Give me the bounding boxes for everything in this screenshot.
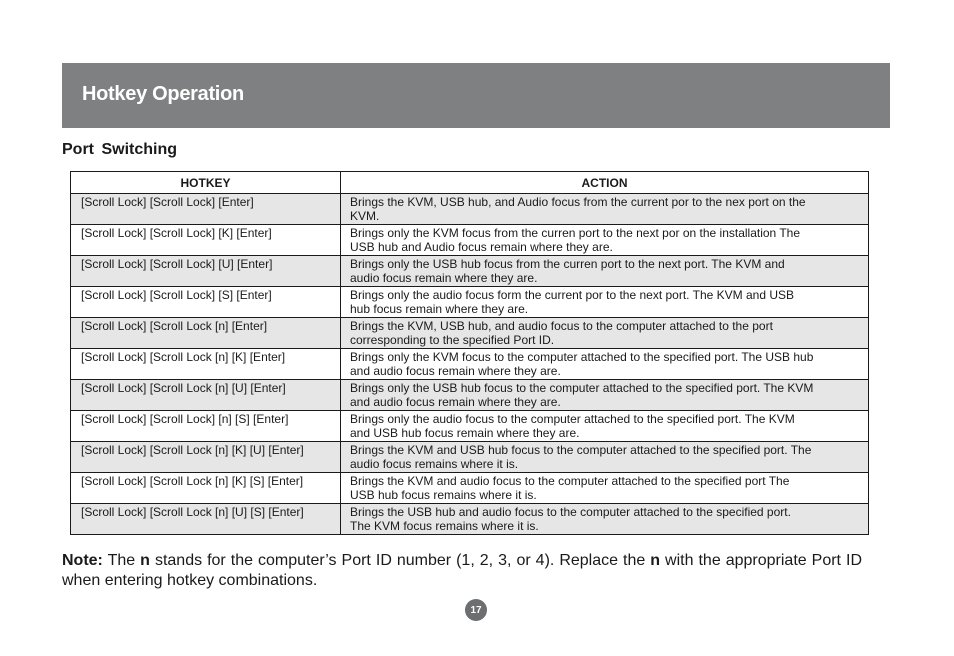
n-placeholder: n	[140, 552, 150, 569]
hotkey-cell: [Scroll Lock] [Scroll Lock] [n] [S] [Enter]	[71, 411, 341, 442]
n-placeholder: n	[650, 552, 661, 569]
hotkey-cell: [Scroll Lock] [Scroll Lock [n] [K] [U] [Enter]	[71, 442, 341, 473]
hotkey-cell: [Scroll Lock] [Scroll Lock [n] [U] [S] [Enter]	[71, 504, 341, 535]
table-row	[71, 194, 869, 225]
table-row	[71, 318, 869, 349]
hotkey-cell: [Scroll Lock] [Scroll Lock] [Enter]	[71, 194, 341, 225]
table-row	[71, 349, 869, 380]
action-cell: Brings the KVM and audio focus to the computer attached to the specified port The USB hub focus remains where it is.	[341, 473, 869, 504]
column-header-action: ACTION	[341, 172, 869, 194]
table-row	[71, 442, 869, 473]
hotkey-cell: [Scroll Lock] [Scroll Lock [n] [K] [Enter]	[71, 349, 341, 380]
hotkey-cell: [Scroll Lock] [Scroll Lock] [S] [Enter]	[71, 287, 341, 318]
hotkey-cell: [Scroll Lock] [Scroll Lock [n] [U] [Enter]	[71, 380, 341, 411]
action-cell: Brings the KVM and USB hub focus to the computer attached to the specified port. The audio focus remains where it is.	[341, 442, 869, 473]
action-cell: Brings only the audio focus to the computer attached to the specified port. The KVM and USB hub focus remain where they are.	[341, 411, 869, 442]
action-cell: Brings the KVM, USB hub, and Audio focus from the current por to the nex port on the KVM.	[341, 194, 869, 225]
table-row	[71, 411, 869, 442]
action-cell: Brings only the USB hub focus from the curren port to the next port. The KVM and audio focus remain where they are.	[341, 256, 869, 287]
page-title: Hotkey Operation	[82, 83, 244, 105]
table-row	[71, 287, 869, 318]
note-label: Note:	[62, 552, 103, 569]
table-row	[71, 473, 869, 504]
hotkey-cell: [Scroll Lock] [Scroll Lock [n] [Enter]	[71, 318, 341, 349]
table-row	[71, 256, 869, 287]
table-row	[71, 225, 869, 256]
action-cell: Brings only the KVM focus from the curren port to the next por on the installation The USB hub and Audio focus remain where they are.	[341, 225, 869, 256]
column-header-hotkey: HOTKEY	[71, 172, 341, 194]
table-row	[71, 380, 869, 411]
action-cell: Brings only the KVM focus to the computer attached to the specified port. The USB hub and audio focus remain where they are.	[341, 349, 869, 380]
action-cell: Brings only the audio focus form the current por to the next port. The KVM and USB hub focus remain where they are.	[341, 287, 869, 318]
header-bar	[62, 63, 890, 128]
hotkey-cell: [Scroll Lock] [Scroll Lock] [K] [Enter]	[71, 225, 341, 256]
table-header-row	[71, 172, 869, 194]
hotkey-cell: [Scroll Lock] [Scroll Lock] [U] [Enter]	[71, 256, 341, 287]
table-row	[71, 504, 869, 535]
hotkey-table	[70, 171, 869, 535]
note-paragraph: Note: The n stands for the computer’s Port ID number (1, 2, 3, or 4). Replace the n with the appropriate Port ID when entering hotkey combinations.	[62, 552, 862, 589]
action-cell: Brings the KVM, USB hub, and audio focus to the computer attached to the port corresponding to the specified Port ID.	[341, 318, 869, 349]
hotkey-cell: [Scroll Lock] [Scroll Lock [n] [K] [S] [Enter]	[71, 473, 341, 504]
page-number-badge: 17	[465, 599, 487, 621]
action-cell: Brings only the USB hub focus to the computer attached to the specified port. The KVM and audio focus remain where they are.	[341, 380, 869, 411]
action-cell: Brings the USB hub and audio focus to the computer attached to the specified port. The KVM focus remains where it is.	[341, 504, 869, 535]
section-title: Port Switching	[62, 141, 177, 158]
